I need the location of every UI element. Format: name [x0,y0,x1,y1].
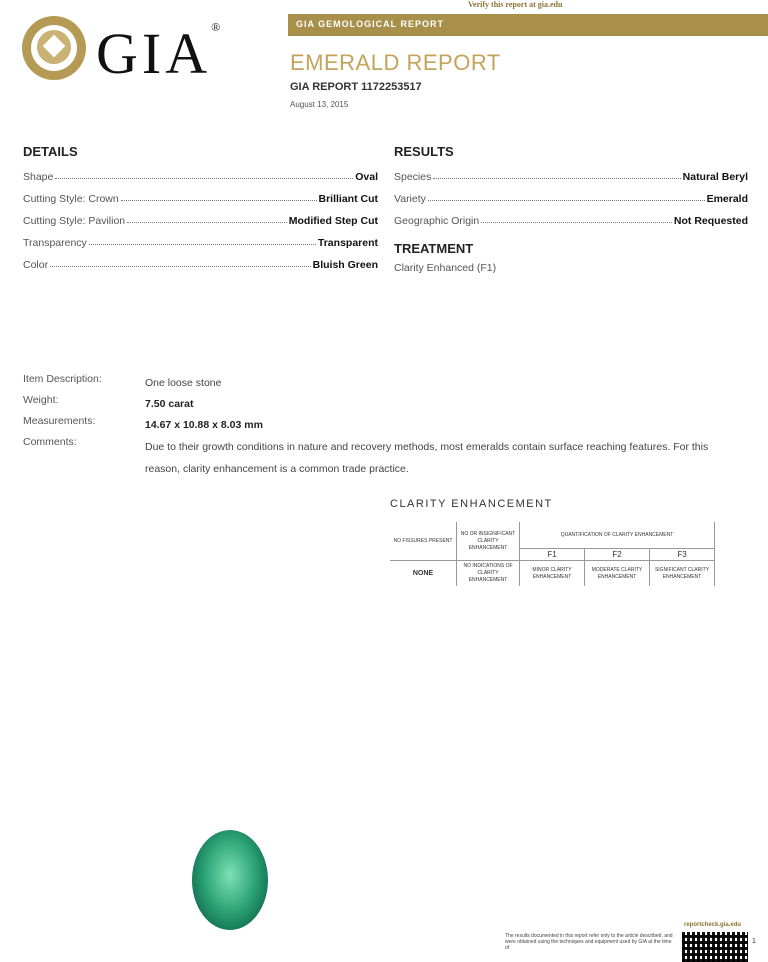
results-row: Geographic Origin Not Requested [394,215,748,227]
quantification-header: QUANTIFICATION OF CLARITY ENHANCEMENT [520,522,715,549]
results-row: Variety Emerald [394,193,748,205]
minor-cell: MINOR CLARITY ENHANCEMENT [520,561,585,587]
moderate-cell: MODERATE CLARITY ENHANCEMENT [585,561,650,587]
gia-wordmark: GIA® [96,20,225,86]
f3-label: F3 [650,549,715,561]
no-fissures-header: NO FISSURES PRESENT [390,522,457,561]
clarity-table [390,522,715,586]
results-section [394,144,748,274]
details-row: Cutting Style: Crown Brilliant Cut [23,193,378,205]
report-banner [288,14,768,36]
results-row: Species Natural Beryl [394,171,748,183]
report-date: August 13, 2015 [290,100,349,109]
reportcheck-link[interactable]: reportcheck.gia.edu [684,922,742,928]
item-description-row: Item Description: One loose stone [23,373,222,389]
f1-label: F1 [520,549,585,561]
verify-text[interactable]: Verify this report at gia.edu [468,0,563,9]
details-row: Cutting Style: Pavilion Modified Step Cut [23,215,378,227]
report-title: EMERALD REPORT [290,50,501,75]
details-heading: DETAILS [23,144,78,159]
f2-label: F2 [585,549,650,561]
report-number: GIA REPORT 1172253517 [290,81,422,93]
details-row: Shape Oval [23,171,378,183]
treatment-heading: TREATMENT [394,241,474,256]
details-row: Transparency Transparent [23,237,378,249]
qr-code-icon[interactable] [682,932,748,962]
banner-label: GIA GEMOLOGICAL REPORT [296,19,445,29]
insignificant-header: NO OR INSIGNIFICANT CLARITY ENHANCEMENT [457,522,520,561]
measurements-row: Measurements: 14.67 x 10.88 x 8.03 mm [23,415,263,431]
comments-row: Comments: Due to their growth conditions in nature and recovery methods, most emeralds contain surface reaching features. For this reason, clarity enhancement is a common trade practice. [23,436,709,475]
page-number: 1 [752,938,756,945]
disclaimer-text: The results documented in this report refer only to the article described, and were obtained using the techniques and equipment used by GIA at the time of [505,933,673,951]
details-section [23,144,378,271]
results-heading: RESULTS [394,144,454,159]
gia-seal-icon [22,16,86,80]
clarity-title: CLARITY ENHANCEMENT [390,498,553,510]
weight-row: Weight: 7.50 carat [23,394,194,410]
treatment-text: Clarity Enhanced (F1) [394,262,497,274]
no-indications-cell: NO INDICATIONS OF CLARITY ENHANCEMENT [457,561,520,587]
none-cell: NONE [390,561,457,587]
significant-cell: SIGNIFICANT CLARITY ENHANCEMENT [650,561,715,587]
description-section [23,373,733,480]
emerald-image [192,830,268,930]
details-row: Color Bluish Green [23,259,378,271]
